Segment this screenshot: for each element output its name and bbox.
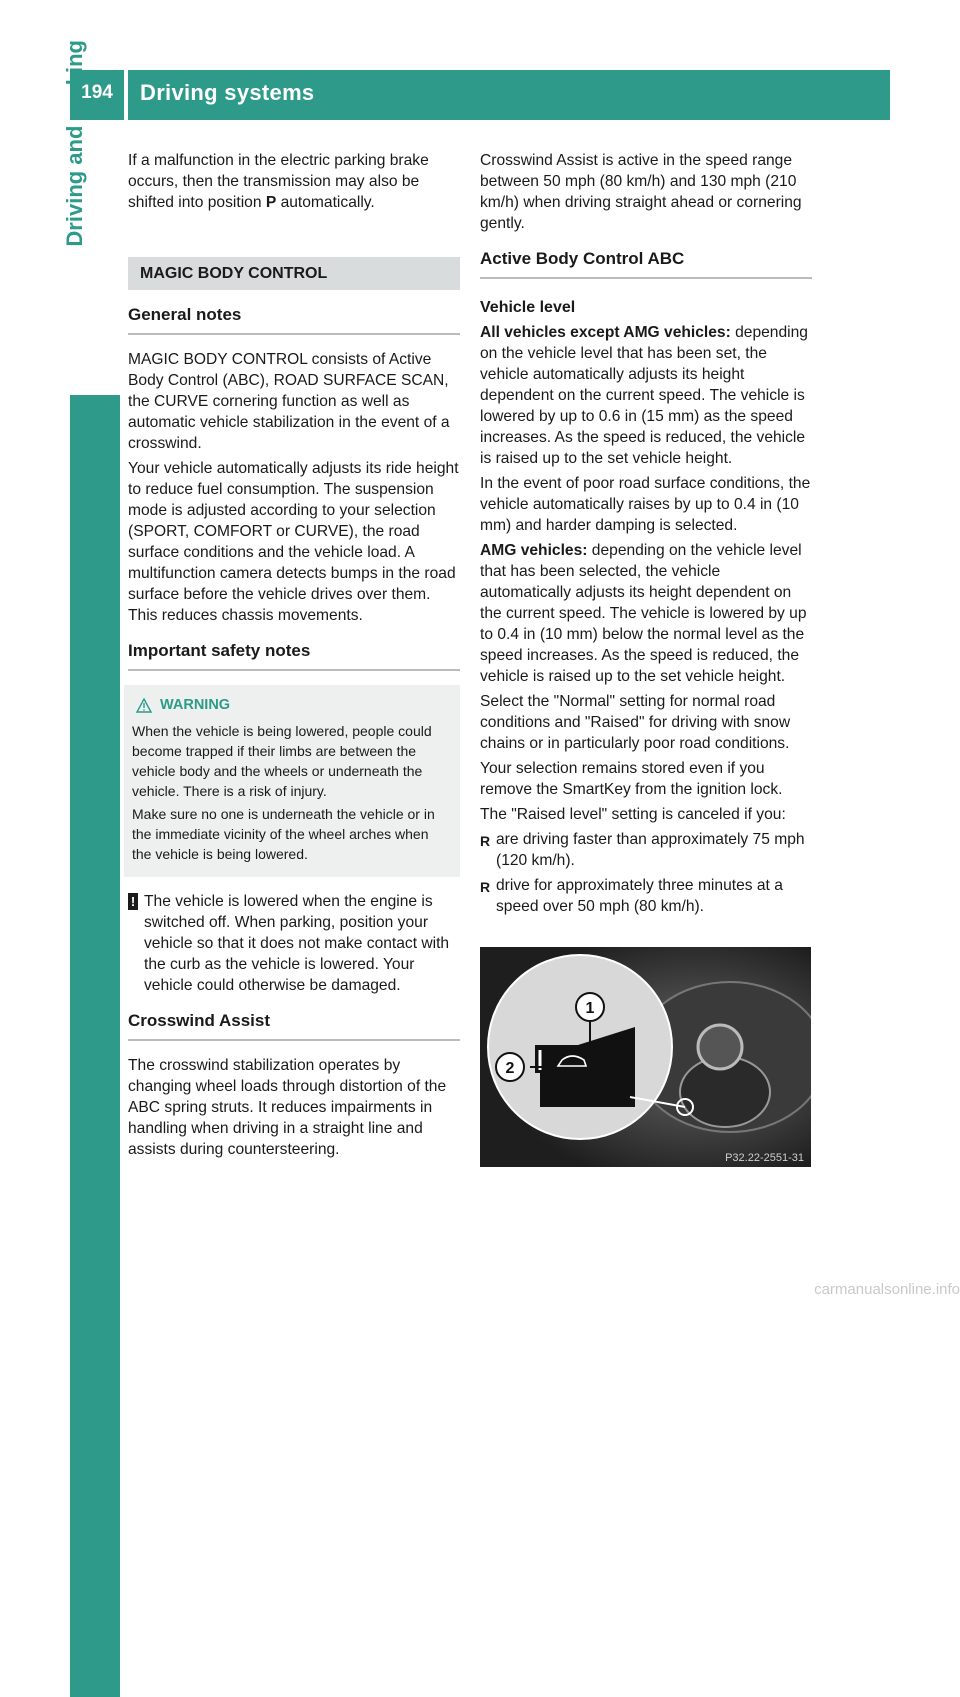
poor-road-paragraph: In the event of poor road surface conditions, the vehicle automatically raises by up to 0.4 in (10 mm) and harder damping is selected. bbox=[480, 475, 811, 534]
magic-body-control-heading: MAGIC BODY CONTROL bbox=[128, 257, 460, 290]
warning-box bbox=[124, 685, 460, 877]
right-column bbox=[480, 150, 812, 921]
callout-2: 2 bbox=[505, 1060, 515, 1077]
console-illustration bbox=[480, 947, 811, 1167]
warning-triangle-icon bbox=[136, 698, 152, 713]
crosswind-p2: Crosswind Assist is active in the speed range between 50 mph (80 km/h) and 130 mph (210 km/h) when driving straight ahead or cornering gently. bbox=[480, 152, 802, 232]
select-paragraph: Select the "Normal" setting for normal road conditions and "Raised" for driving with snow chains or in particularly poor road conditions. bbox=[480, 693, 791, 752]
callout-1: 1 bbox=[585, 1000, 595, 1017]
bullet-text: drive for approximately three minutes at a speed over 50 mph (80 km/h). bbox=[496, 877, 783, 915]
damage-notice bbox=[128, 891, 460, 996]
figure-code: P32.22-2551-31 bbox=[725, 1152, 804, 1164]
warning-p2: Make sure no one is underneath the vehicle or in the immediate vicinity of the wheel arches when the vehicle is being lowered. bbox=[132, 806, 435, 862]
vehicle-level-heading: Vehicle level bbox=[480, 299, 576, 316]
safety-notes-heading: Important safety notes bbox=[128, 640, 460, 671]
intro-paragraph: If a malfunction in the electric parking brake occurs, then the transmission may also be shifted into position P automatically. bbox=[128, 152, 429, 211]
bullet-item bbox=[480, 829, 812, 871]
bullet-item bbox=[480, 875, 812, 917]
left-column bbox=[128, 150, 460, 1164]
general-notes-p1: MAGIC BODY CONTROL consists of Active Body Control (ABC), ROAD SURFACE SCAN, the CURVE cornering function as well as automatic vehicle stabilization in the event of a crosswind. bbox=[128, 351, 450, 452]
abc-heading: Active Body Control ABC bbox=[480, 248, 812, 279]
general-notes-heading: General notes bbox=[128, 304, 460, 335]
header-divider bbox=[124, 70, 128, 120]
section-title: Driving systems bbox=[140, 80, 315, 105]
exclamation-icon: ! bbox=[128, 893, 138, 910]
amg-paragraph: AMG vehicles: depending on the vehicle level that has been selected, the vehicle automatically adjusts its height dependent on the current speed. The vehicle is lowered by up to 0.4 in (10 mm) below the normal level as the speed increases. As the speed is reduced, the vehicle is raised up to the set vehicle height. bbox=[480, 542, 807, 685]
crosswind-assist-heading: Crosswind Assist bbox=[128, 1010, 460, 1041]
bullet-marker: R bbox=[480, 879, 491, 895]
footer-watermark: carmanualsonline.info bbox=[814, 1281, 960, 1298]
bullet-text: are driving faster than approximately 75 mph (120 km/h). bbox=[496, 831, 805, 869]
warning-title bbox=[136, 695, 450, 715]
crosswind-p1: The crosswind stabilization operates by changing wheel loads through distortion of the ABC spring struts. It reduces impairments in handling when driving in a straight line and assists during countersteering. bbox=[128, 1057, 447, 1158]
side-tab-block bbox=[70, 395, 120, 1697]
cancel-paragraph: The "Raised level" setting is canceled if you: bbox=[480, 806, 786, 823]
warning-title-text: WARNING bbox=[160, 697, 231, 713]
notice-text: The vehicle is lowered when the engine is switched off. When parking, position your vehicle so that it does not make contact with the curb as the vehicle is lowered. Your vehicle could otherwise be damaged. bbox=[144, 893, 450, 994]
side-tab-label: Driving and parking bbox=[62, 40, 87, 247]
bullet-marker: R bbox=[480, 833, 491, 849]
stored-paragraph: Your selection remains stored even if you remove the SmartKey from the ignition lock. bbox=[480, 760, 783, 798]
console-figure bbox=[480, 947, 811, 1167]
non-amg-paragraph: All vehicles except AMG vehicles: depending on the vehicle level that has been set, the vehicle automatically adjusts its height dependent on the current speed. The vehicle is lowered by up to 0.6 in (15 mm) as the speed increases. As the speed is reduced, the vehicle is raised up to the set vehicle height. bbox=[480, 324, 808, 467]
warning-p1: When the vehicle is being lowered, people could become trapped if their limbs are between the vehicle body and the wheels or underneath the vehicle. There is a risk of injury. bbox=[132, 723, 432, 799]
general-notes-p2: Your vehicle automatically adjusts its ride height to reduce fuel consumption. The suspension mode is adjusted according to your selection (SPORT, COMFORT or CURVE), the road surface conditions and the vehicle load. A multifunction camera detects bumps in the road surface before the vehicle drives over them. This reduces chassis movements. bbox=[128, 460, 459, 624]
page-number: 194 bbox=[81, 82, 113, 103]
